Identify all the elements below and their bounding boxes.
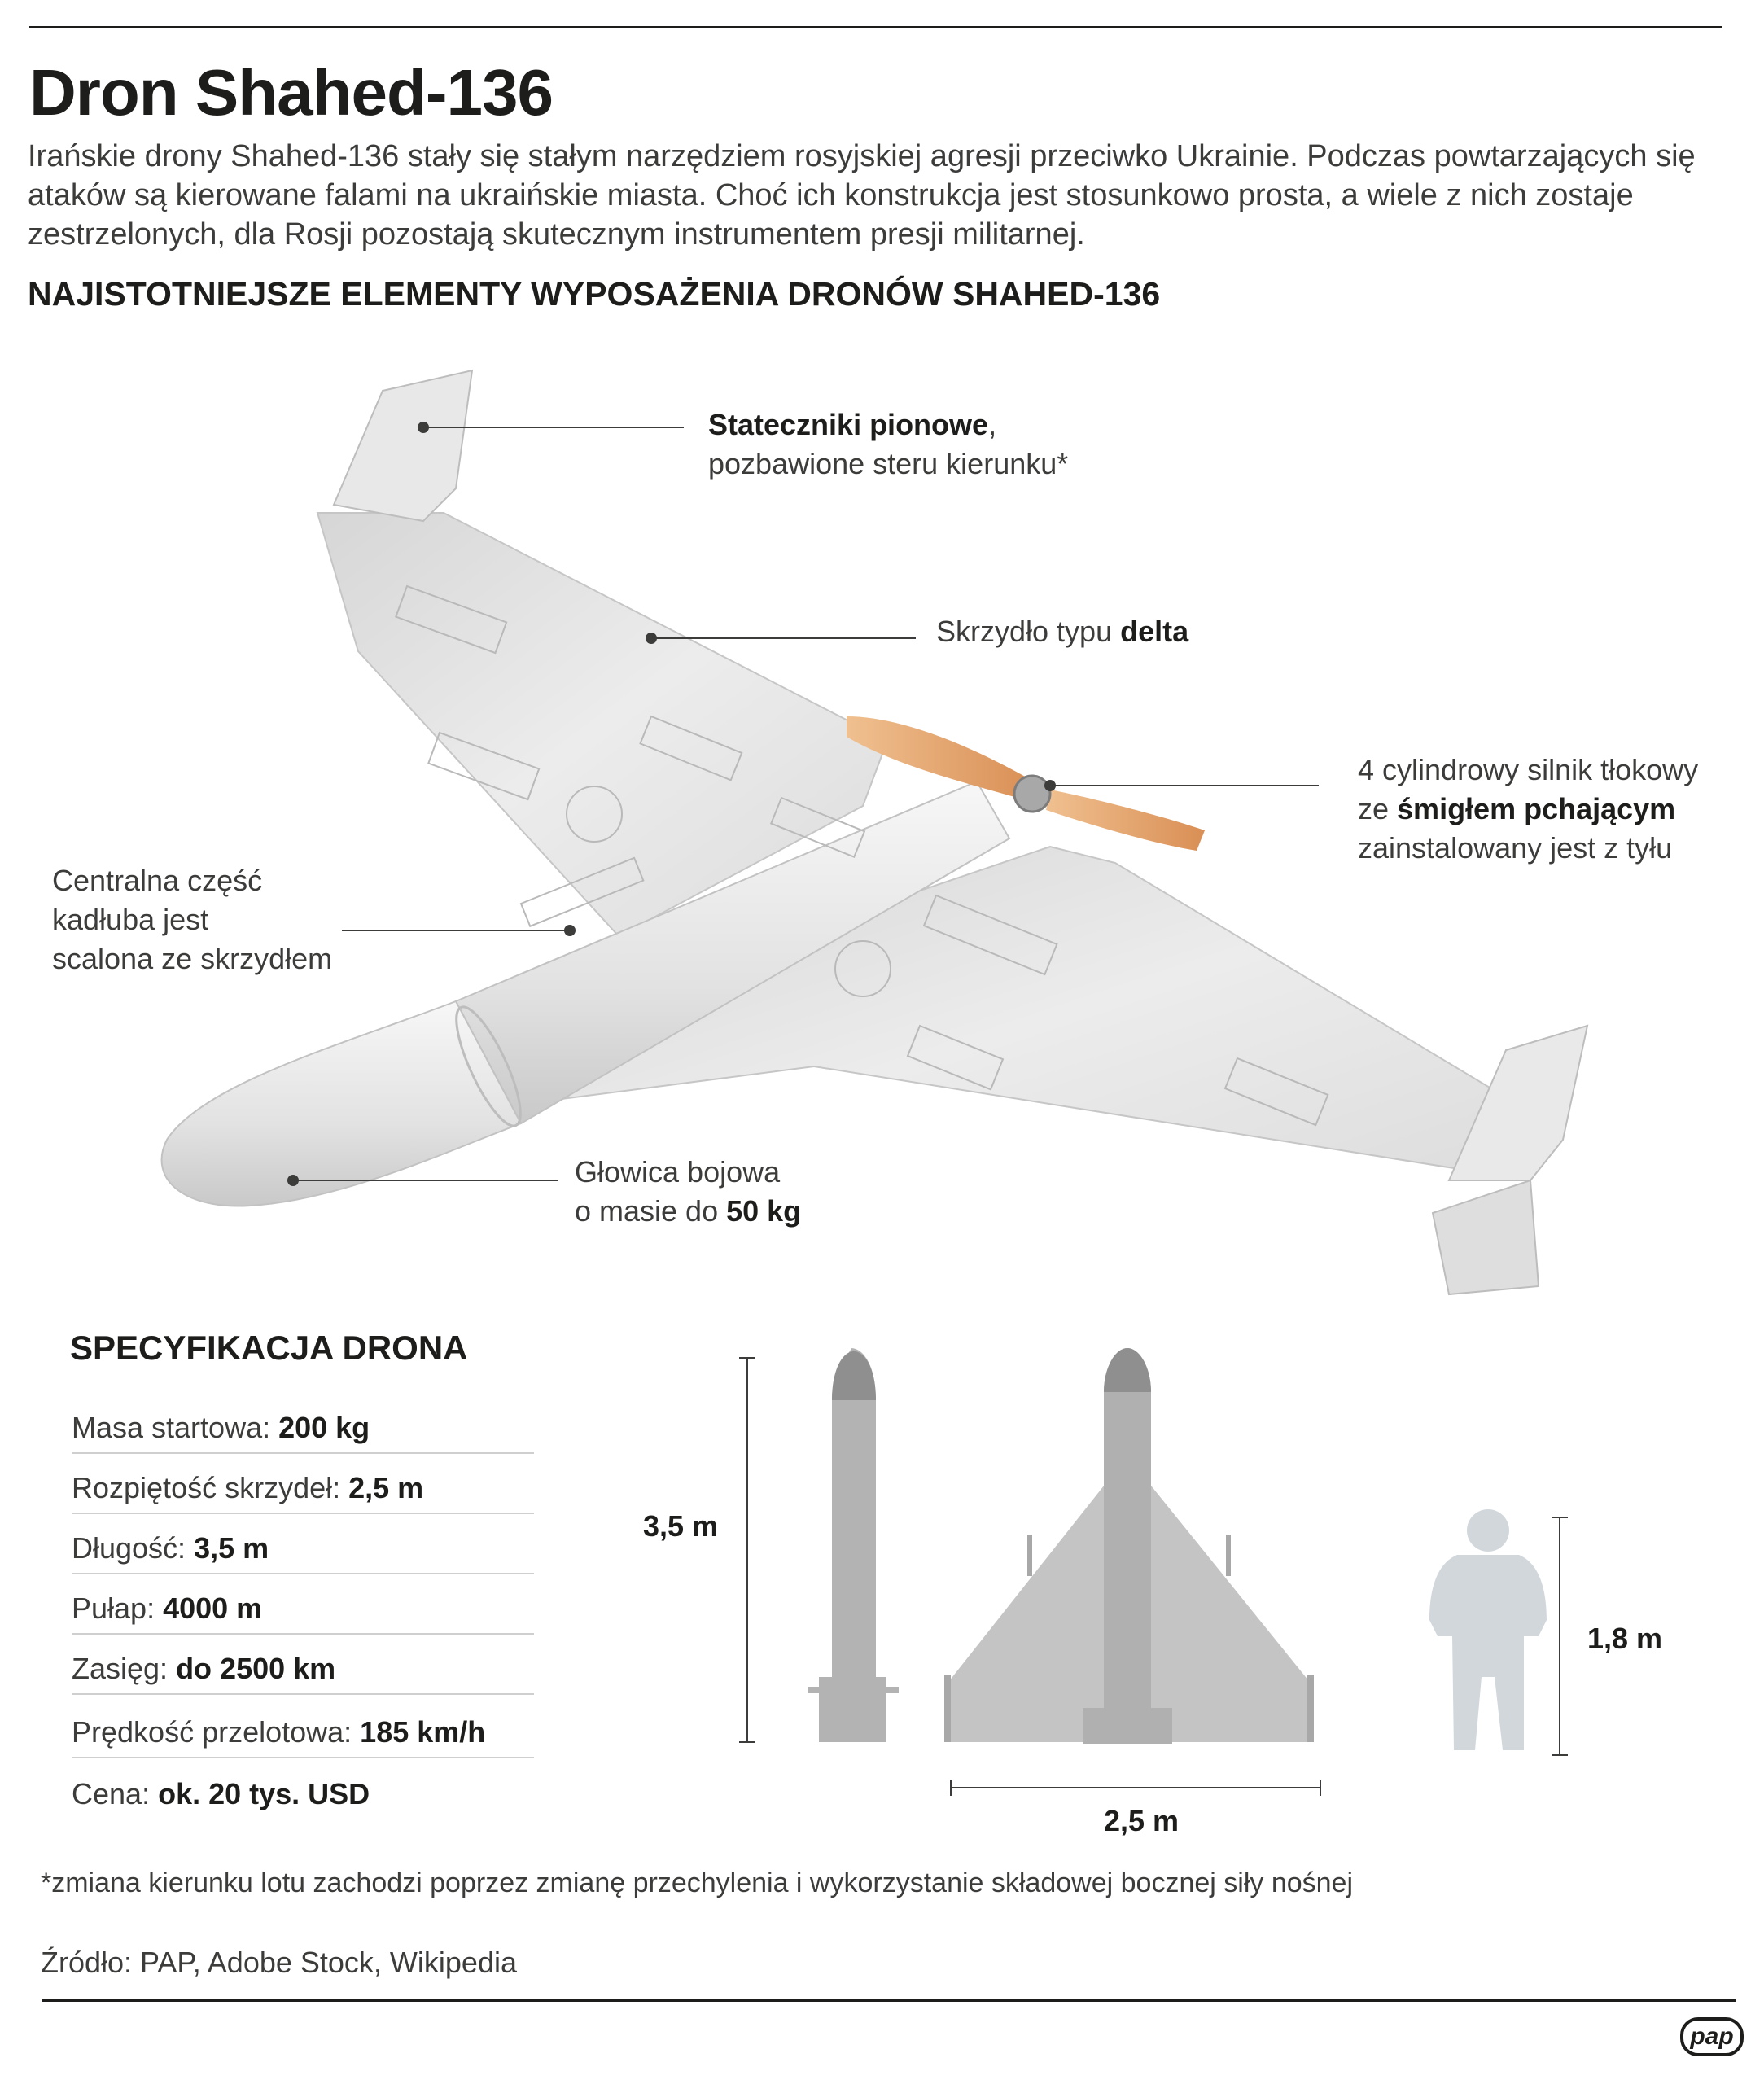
stabilizers-bold: Stateczniki pionowe bbox=[708, 408, 989, 441]
engine-line3: zainstalowany jest z tyłu bbox=[1358, 831, 1673, 865]
spec-label: Pułap: bbox=[72, 1591, 164, 1625]
human-height-label: 1,8 m bbox=[1587, 1622, 1663, 1655]
spec-label: Prędkość przelotowa: bbox=[72, 1715, 361, 1749]
spec-value: 200 kg bbox=[278, 1411, 370, 1444]
spec-value: 3,5 m bbox=[194, 1531, 269, 1565]
spec-value: 2,5 m bbox=[348, 1471, 424, 1504]
spec-value: 4000 m bbox=[163, 1591, 263, 1625]
wing-text: Skrzydło typu bbox=[936, 615, 1121, 648]
spec-value: 185 km/h bbox=[360, 1715, 486, 1749]
bottom-rule bbox=[42, 1999, 1736, 2002]
pap-logo: pap bbox=[1680, 2017, 1744, 2056]
spec-label: Zasięg: bbox=[72, 1652, 177, 1685]
spec-label: Masa startowa: bbox=[72, 1411, 279, 1444]
spec-label: Cena: bbox=[72, 1777, 159, 1810]
length-label: 3,5 m bbox=[643, 1509, 719, 1543]
warhead-line1: Głowica bojowa bbox=[575, 1155, 781, 1189]
spec-value: do 2500 km bbox=[176, 1652, 336, 1685]
warhead-line2-bold: 50 kg bbox=[726, 1194, 802, 1228]
fuselage-line1: Centralna część bbox=[52, 864, 263, 897]
engine-line2-bold: śmigłem pchającym bbox=[1397, 792, 1676, 825]
stabilizers-line2: pozbawione steru kierunku* bbox=[708, 447, 1069, 480]
spec-value: ok. 20 tys. USD bbox=[158, 1777, 370, 1810]
fuselage-line3: scalona ze skrzydłem bbox=[52, 942, 333, 975]
spec-label: Rozpiętość skrzydeł: bbox=[72, 1471, 349, 1504]
page-title: Dron Shahed-136 bbox=[29, 56, 553, 129]
source: Źródło: PAP, Adobe Stock, Wikipedia bbox=[41, 1946, 517, 1979]
engine-line2-pre: ze bbox=[1358, 792, 1398, 825]
side-view-silhouette bbox=[808, 1348, 899, 1742]
warhead-line2-pre: o masie do bbox=[575, 1194, 727, 1228]
wing-bold: delta bbox=[1120, 615, 1189, 648]
spec-title: SPECYFIKACJA DRONA bbox=[70, 1329, 468, 1367]
fuselage-line2: kadłuba jest bbox=[52, 903, 209, 936]
span-label: 2,5 m bbox=[1104, 1804, 1180, 1837]
engine-line1: 4 cylindrowy silnik tłokowy bbox=[1358, 753, 1699, 786]
human-silhouette bbox=[1429, 1509, 1547, 1750]
stabilizers-comma: , bbox=[988, 408, 997, 441]
section-title: NAJISTOTNIEJSZE ELEMENTY WYPOSAŻENIA DRONÓW SHAHED-136 bbox=[28, 275, 1161, 313]
spec-label: Długość: bbox=[72, 1531, 195, 1565]
footnote: *zmiana kierunku lotu zachodzi poprzez zmianę przechylenia i wykorzystanie składowej bocznej siły nośnej bbox=[41, 1867, 1354, 1898]
intro-text: Irańskie drony Shahed-136 stały się stałym narzędziem rosyjskiej agresji przeciwko Ukrainie. Podczas powtarzających się ataków są kierowane falami na ukraińskie miasta. Choć ich konstrukcja jest stosunkowo prosta, a wiele z nich zostaje zestrzelonych, dla Rosji pozostają skutecznym instrumentem presji militarnej. bbox=[28, 139, 1696, 252]
top-view-silhouette bbox=[944, 1348, 1314, 1744]
